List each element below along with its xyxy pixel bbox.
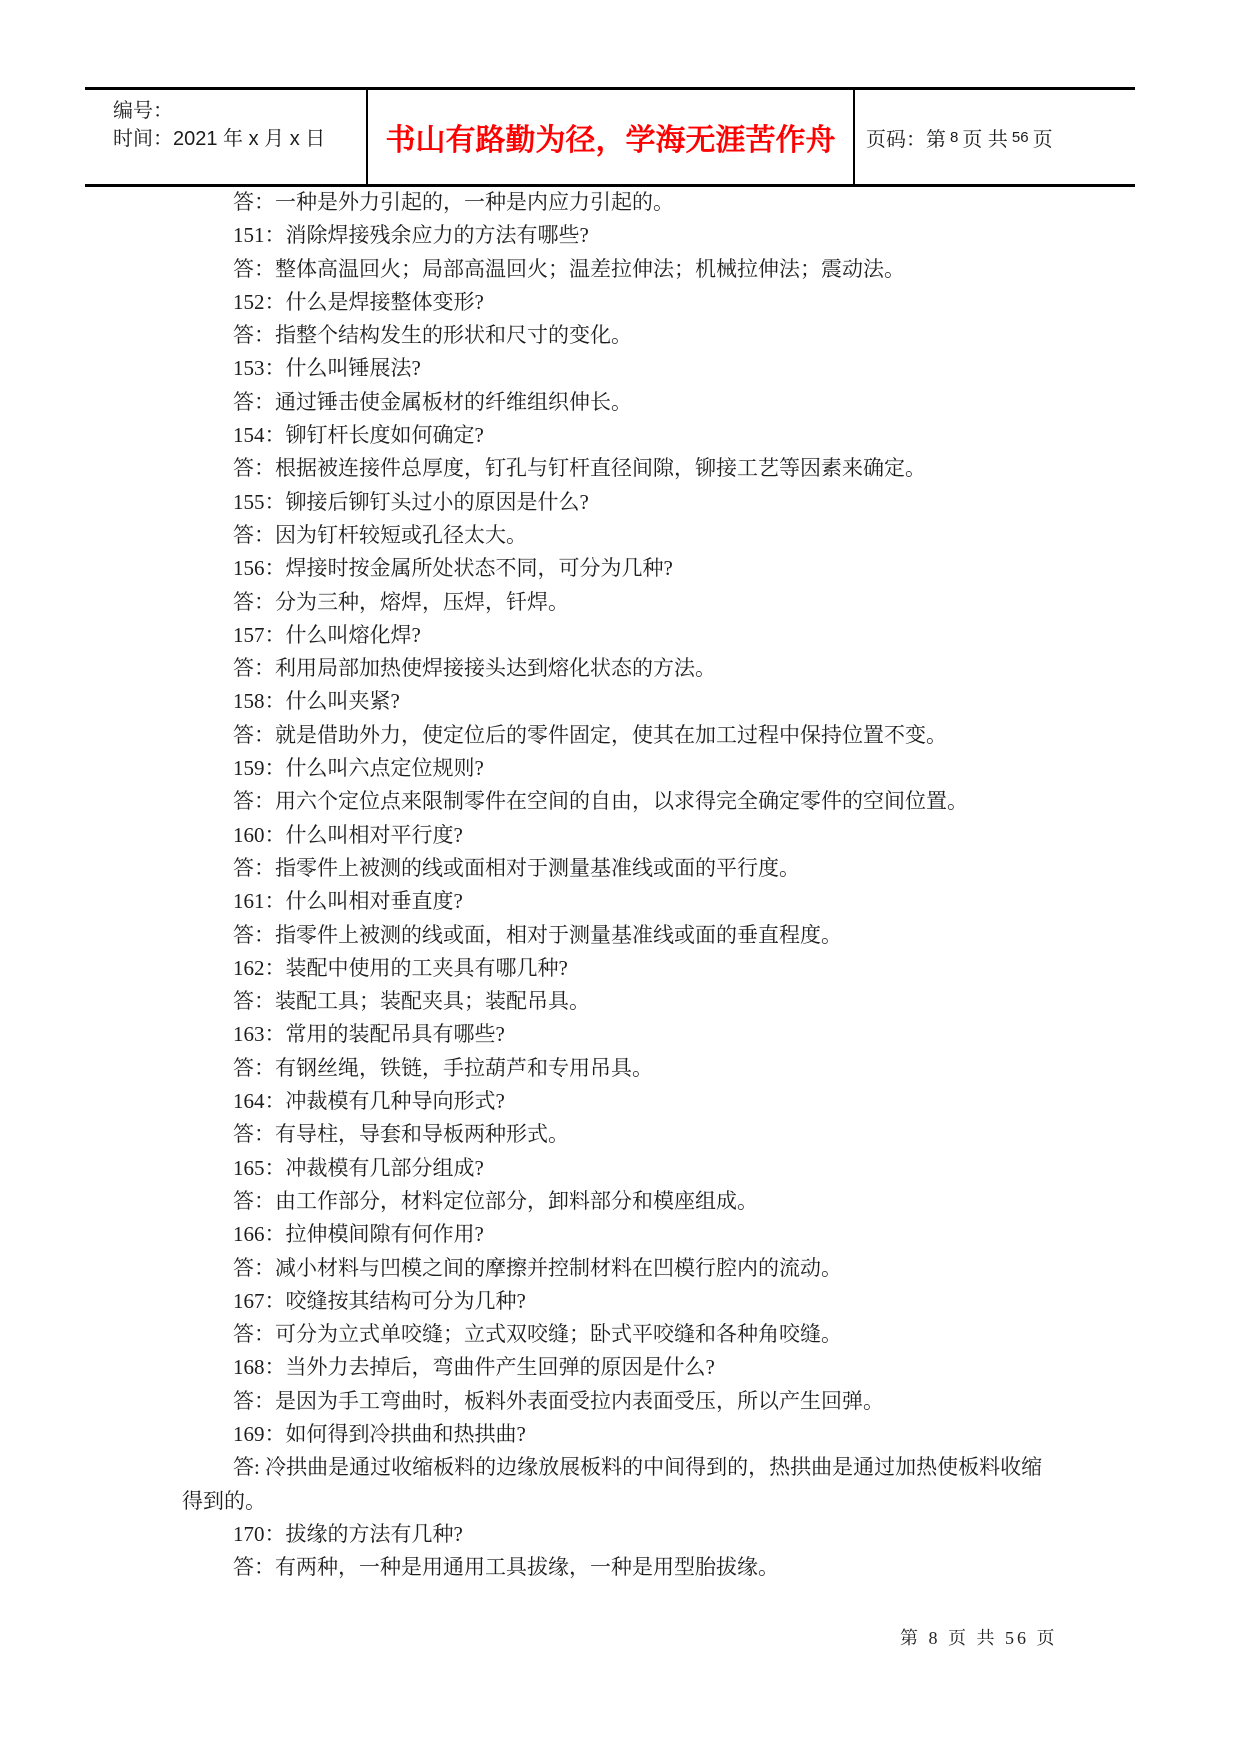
header-left-cell xyxy=(85,90,366,184)
body-line: 154：铆钉杆长度如何确定? xyxy=(233,423,484,448)
body-line: 答：是因为手工弯曲时，板料外表面受拉内表面受压，所以产生回弹。 xyxy=(233,1388,884,1413)
body-line: 答：由工作部分，材料定位部分，卸料部分和模座组成。 xyxy=(233,1188,758,1213)
body-line: 答：分为三种，熔焊，压焊，钎焊。 xyxy=(233,589,569,614)
header-middle-cell xyxy=(366,90,855,184)
body-line: 165：冲裁模有几部分组成? xyxy=(233,1155,484,1180)
footer-page-info: 第 8 页 共 56 页 xyxy=(900,1628,1058,1648)
body-line: 161：什么叫相对垂直度? xyxy=(233,889,463,914)
body-line: 答：指零件上被测的线或面，相对于测量基准线或面的垂直程度。 xyxy=(233,922,842,947)
body-line: 答: 冷拱曲是通过收缩板料的边缘放展板料的中间得到的，热拱曲是通过加热使板料收缩得到的。 xyxy=(182,1455,1043,1513)
body-line: 答：减小材料与凹模之间的摩擦并控制材料在凹模行腔内的流动。 xyxy=(233,1255,842,1280)
header-page-cell xyxy=(855,90,1135,184)
body-line: 164：冲裁模有几种导向形式? xyxy=(233,1089,505,1114)
body-line: 答：有导柱，导套和导板两种形式。 xyxy=(233,1122,569,1147)
body-line: 162：装配中使用的工夹具有哪几种? xyxy=(233,955,568,980)
body-line: 151：消除焊接残余应力的方法有哪些? xyxy=(233,223,589,248)
body-line: 答：装配工具；装配夹具；装配吊具。 xyxy=(233,989,590,1014)
page-label-prefix: 页码：第 xyxy=(866,128,946,151)
body-line: 答：指整个结构发生的形状和尺寸的变化。 xyxy=(233,323,632,348)
body-line: 170：拔缘的方法有几种? xyxy=(233,1521,463,1546)
body-line: 156：焊接时按金属所处状态不同，可分为几种? xyxy=(233,556,673,581)
page-label-middle: 页 共 xyxy=(962,128,1008,151)
document-body xyxy=(182,186,1047,1584)
header-slogan: 书山有路勤为径，学海无涯苦作舟 xyxy=(385,124,836,157)
body-line: 答：有两种，一种是用通用工具拔缘，一种是用型胎拔缘。 xyxy=(233,1555,779,1580)
page-total-number: 56 xyxy=(1011,128,1029,146)
body-line: 157：什么叫熔化焊? xyxy=(233,622,421,647)
body-line: 167：咬缝按其结构可分为几种? xyxy=(233,1288,526,1313)
doc-time-label: 时间：2021 年 x 月 x 日 xyxy=(113,128,326,150)
body-line: 答：一种是外力引起的，一种是内应力引起的。 xyxy=(233,190,674,214)
body-line: 152：什么是焊接整体变形? xyxy=(233,289,484,314)
body-line: 159：什么叫六点定位规则? xyxy=(233,756,484,781)
header-box xyxy=(85,87,1135,187)
body-line: 答：整体高温回火；局部高温回火；温差拉伸法；机械拉伸法；震动法。 xyxy=(233,256,905,281)
body-line: 答：有钢丝绳，铁链，手拉葫芦和专用吊具。 xyxy=(233,1055,653,1080)
page-label-suffix: 页 xyxy=(1032,128,1053,151)
body-line: 155：铆接后铆钉头过小的原因是什么? xyxy=(233,489,589,514)
body-line: 158：什么叫夹紧? xyxy=(233,689,400,714)
body-line: 答：因为钉杆较短或孔径太大。 xyxy=(233,522,527,547)
body-line: 169：如何得到冷拱曲和热拱曲? xyxy=(233,1421,526,1446)
body-line: 166：拉伸模间隙有何作用? xyxy=(233,1222,484,1247)
body-line: 163：常用的装配吊具有哪些? xyxy=(233,1022,505,1047)
doc-number-label: 编号： xyxy=(113,100,173,122)
body-line: 答：用六个定位点来限制零件在空间的自由，以求得完全确定零件的空间位置。 xyxy=(233,789,968,814)
body-line: 答：利用局部加热使焊接接头达到熔化状态的方法。 xyxy=(233,656,716,681)
body-line: 答：通过锤击使金属板材的纤维组织伸长。 xyxy=(233,389,632,414)
body-line: 168：当外力去掉后，弯曲件产生回弹的原因是什么? xyxy=(233,1355,715,1380)
body-line: 160：什么叫相对平行度? xyxy=(233,822,463,847)
body-line: 答：可分为立式单咬缝；立式双咬缝；卧式平咬缝和各种角咬缝。 xyxy=(233,1322,842,1347)
page-current-number: 8 xyxy=(950,128,959,146)
body-line: 153：什么叫锤展法? xyxy=(233,356,421,381)
body-line: 答：就是借助外力，使定位后的零件固定，使其在加工过程中保持位置不变。 xyxy=(233,722,947,747)
body-line: 答：根据被连接件总厚度，钉孔与钉杆直径间隙，铆接工艺等因素来确定。 xyxy=(233,456,926,481)
body-line: 答：指零件上被测的线或面相对于测量基准线或面的平行度。 xyxy=(233,855,800,880)
